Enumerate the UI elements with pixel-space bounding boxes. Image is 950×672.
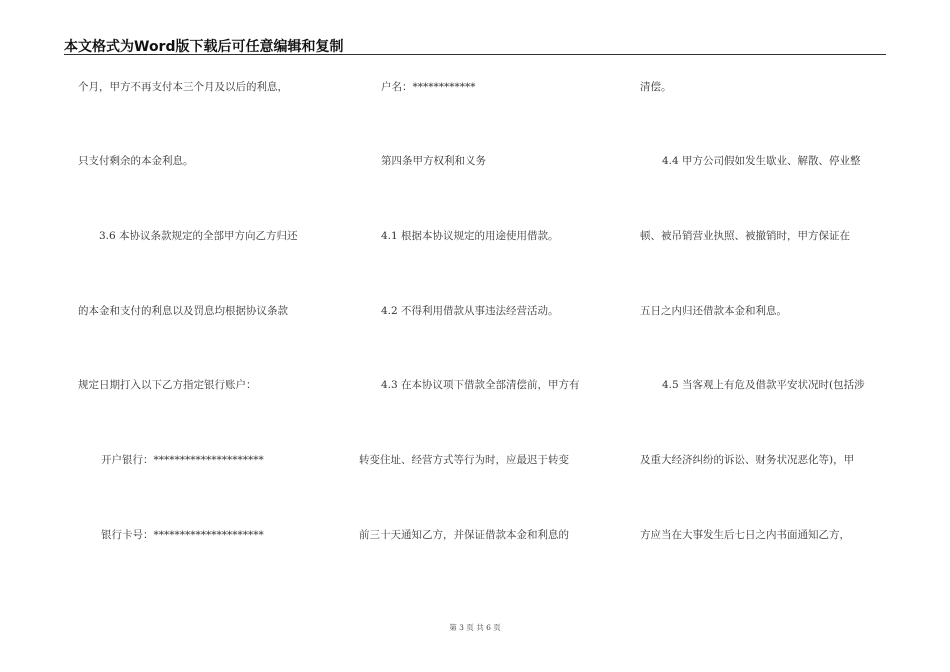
col2-line-3: 4.1 根据本协议规定的用途使用借款。 [381,230,559,242]
col2-line-6: 转变住址、经营方式等行为时，应最迟于转变 [359,454,569,466]
col3-line-7: 方应当在大事发生后七日之内书面通知乙方， [640,529,850,541]
col1-line-2: 只支付剩余的本金利息。 [78,155,194,167]
col1-line-1: 个月，甲方不再支付本三个月及以后的利息， [78,81,288,93]
col1-line-7: 银行卡号：********************* [101,529,264,541]
page-header-title: 本文格式为Word版下载后可任意编辑和复制 [64,39,344,55]
col1-line-4: 的本金和支付的利息以及罚息均根据协议条款 [78,305,288,317]
col1-line-3: 3.6 本协议条款规定的全部甲方向乙方归还 [99,230,298,242]
page-number: 第 3 页 共 6 页 [449,623,501,632]
col3-line-4: 五日之内归还借款本金和利息。 [640,305,787,317]
col3-line-1: 清偿。 [640,81,672,93]
col3-line-3: 顿、被吊销营业执照、被撤销时，甲方保证在 [640,230,850,242]
col3-line-5: 4.5 当客观上有危及借款平安状况时(包括涉 [662,379,865,391]
col2-line-5: 4.3 在本协议项下借款全部清偿前，甲方有 [381,379,580,391]
col2-line-4: 4.2 不得利用借款从事违法经营活动。 [381,305,559,317]
col2-line-7: 前三十天通知乙方，并保证借款本金和利息的 [359,529,569,541]
col2-line-1: 户名：************ [381,81,476,93]
col1-line-6: 开户银行：********************* [101,454,264,466]
col3-line-2: 4.4 甲方公司假如发生歇业、解散、停业整 [662,155,861,167]
col2-line-2: 第四条甲方权利和义务 [381,155,486,167]
col1-line-5: 规定日期打入以下乙方指定银行账户： [78,379,257,391]
header-divider [64,54,886,55]
col3-line-6: 及重大经济纠纷的诉讼、财务状况恶化等)，甲 [640,454,855,466]
